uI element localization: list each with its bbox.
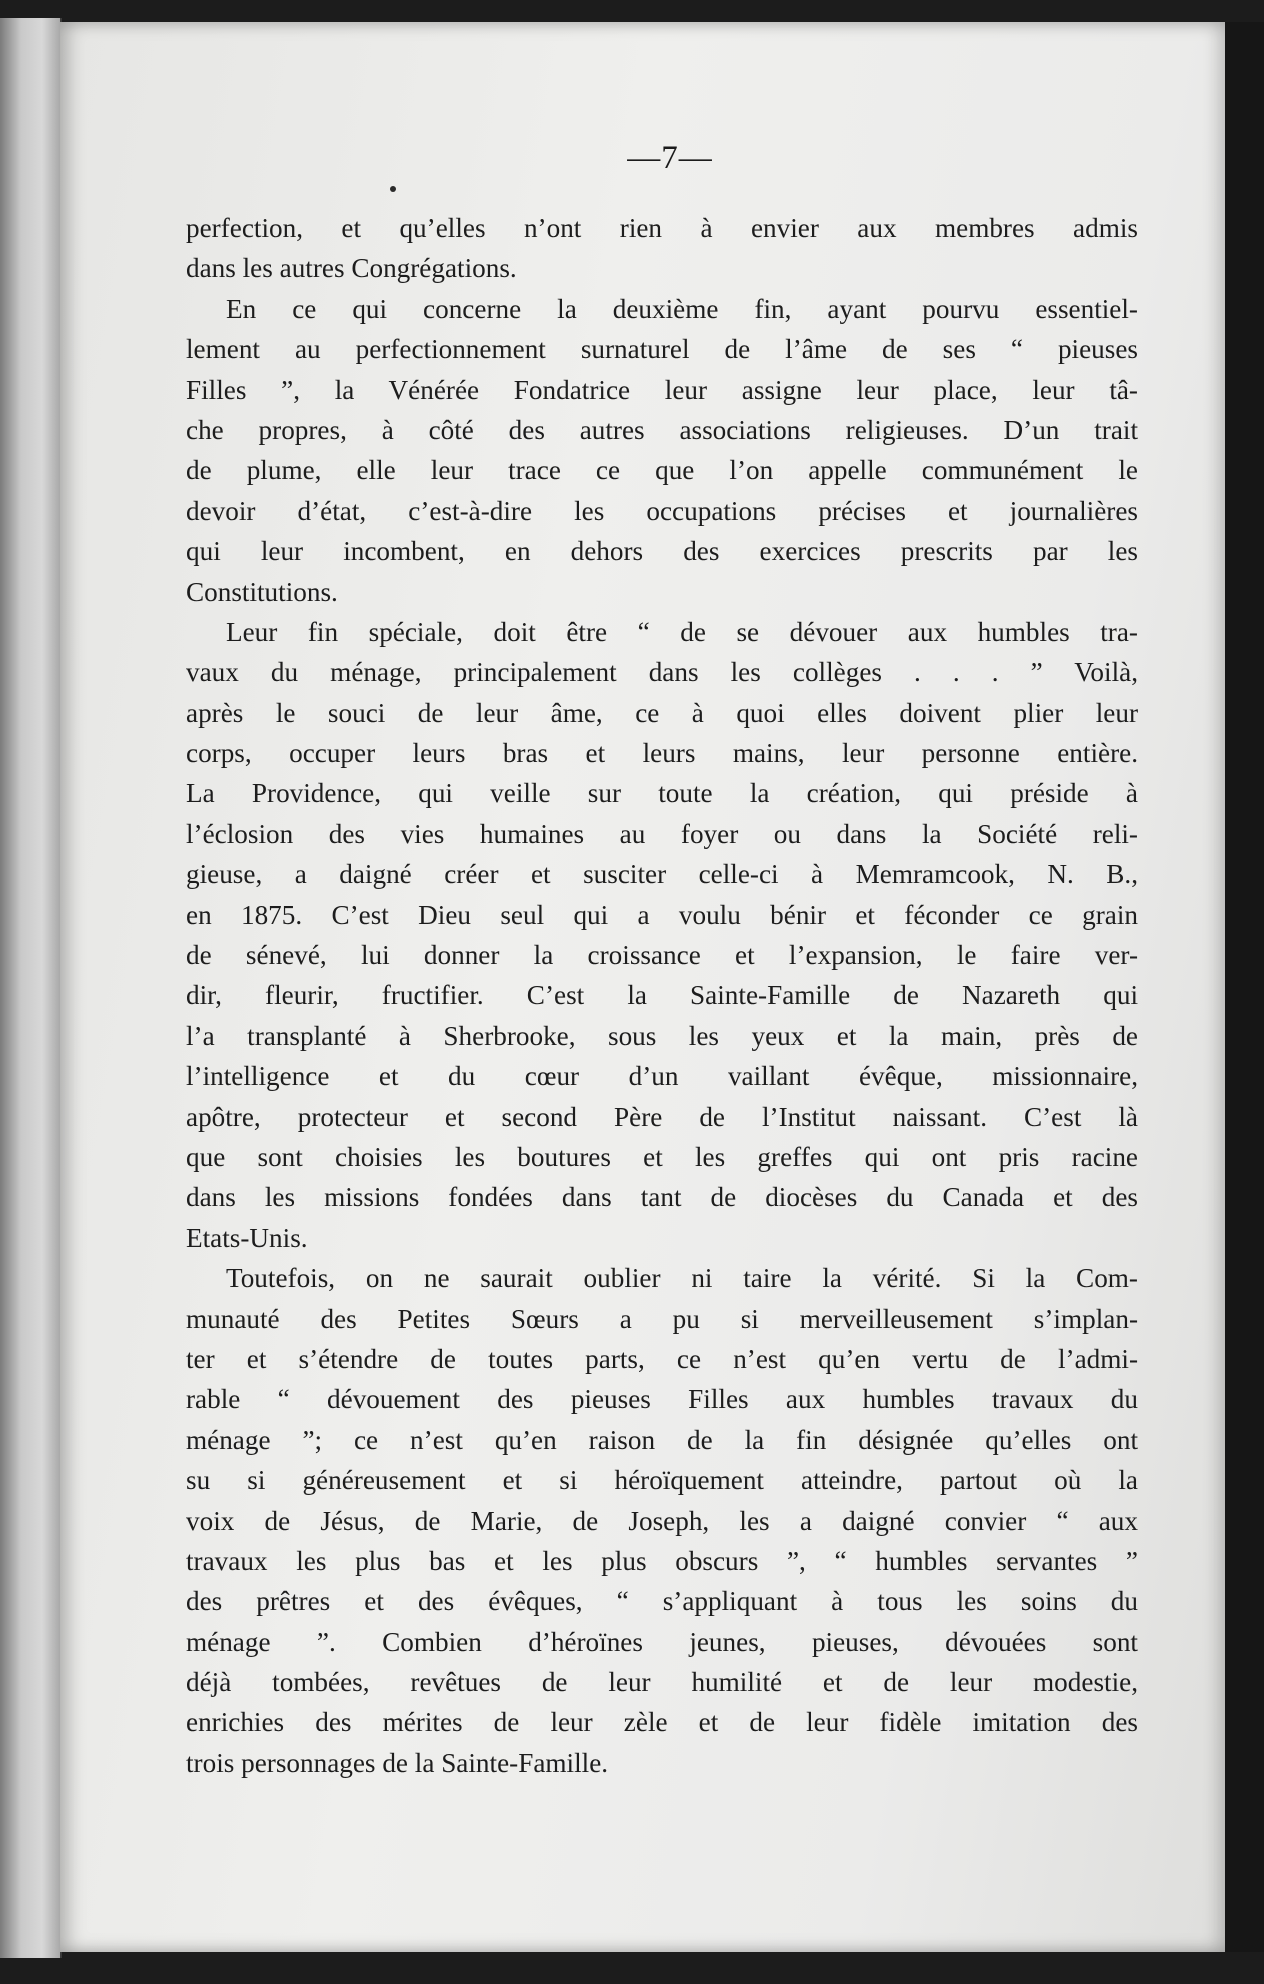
text-line: de sénevé, lui donner la croissance et l’expansion, le faire ver- [186, 940, 1138, 971]
text-line: des prêtres et des évêques, “ s’appliquant à tous les soins du [186, 1586, 1138, 1617]
page-number: —7— [627, 140, 713, 176]
text-line: ter et s’étendre de toutes parts, ce n’est qu’en vertu de l’admi- [186, 1343, 1138, 1374]
text-line: dans les missions fondées dans tant de diocèses du Canada et des [186, 1182, 1138, 1213]
body-text [186, 208, 1138, 1783]
text-line: Etats-Unis. [186, 1222, 308, 1253]
text-line: gieuse, a daigné créer et susciter celle-ci à Memramcook, N. B., [186, 859, 1138, 890]
text-line: apôtre, protecteur et second Père de l’Institut naissant. C’est là [186, 1101, 1138, 1132]
text-line: l’a transplanté à Sherbrooke, sous les yeux et la main, près de [186, 1020, 1138, 1051]
right-dark-margin [1225, 22, 1264, 1952]
text-line: de plume, elle leur trace ce que l’on appelle communément le [186, 455, 1138, 486]
text-line: dir, fleurir, fructifier. C’est la Sainte-Famille de Nazareth qui [186, 980, 1138, 1011]
text-line: que sont choisies les boutures et les greffes qui ont pris racine [186, 1141, 1138, 1172]
text-line: su si généreusement et si héroïquement atteindre, partout où la [186, 1465, 1138, 1496]
text-line: Filles ”, la Vénérée Fondatrice leur assigne leur place, leur tâ- [186, 374, 1138, 405]
text-line: l’intelligence et du cœur d’un vaillant évêque, missionnaire, [186, 1061, 1138, 1092]
text-line: En ce qui concerne la deuxième fin, ayant pourvu essentiel- [226, 293, 1138, 324]
text-line: Leur fin spéciale, doit être “ de se dévouer aux humbles tra- [226, 616, 1138, 647]
left-page-edge [0, 18, 62, 1958]
text-line: munauté des Petites Sœurs a pu si merveilleusement s’implan- [186, 1303, 1138, 1334]
text-line: après le souci de leur âme, ce à quoi elles doivent plier leur [186, 697, 1138, 728]
text-line: vaux du ménage, principalement dans les collèges . . . ” Voilà, [186, 657, 1138, 688]
text-line: Toutefois, on ne saurait oublier ni taire la vérité. Si la Com- [226, 1263, 1138, 1294]
text-line: lement au perfectionnement surnaturel de l’âme de ses “ pieuses [186, 334, 1138, 365]
text-line: déjà tombées, revêtues de leur humilité et de leur modestie, [186, 1667, 1138, 1698]
text-line: perfection, et qu’elles n’ont rien à envier aux membres admis [186, 213, 1138, 243]
text-line: travaux les plus bas et les plus obscurs ”, “ humbles servantes ” [186, 1545, 1138, 1576]
text-line: corps, occuper leurs bras et leurs mains, leur personne entière. [186, 738, 1138, 769]
text-line: voix de Jésus, de Marie, de Joseph, les a daigné convier “ aux [186, 1505, 1138, 1536]
text-line: qui leur incombent, en dehors des exercices prescrits par les [186, 536, 1138, 567]
text-line: en 1875. C’est Dieu seul qui a voulu bénir et féconder ce grain [186, 899, 1138, 930]
text-line: enrichies des mérites de leur zèle et de leur fidèle imitation des [186, 1707, 1138, 1738]
text-line: devoir d’état, c’est-à-dire les occupations précises et journalières [186, 495, 1138, 526]
text-line: Constitutions. [186, 576, 338, 607]
text-line: ménage ”; ce n’est qu’en raison de la fin désignée qu’elles ont [186, 1424, 1138, 1455]
text-line: che propres, à côté des autres associations religieuses. D’un trait [186, 414, 1138, 445]
text-line: trois personnages de la Sainte-Famille. [186, 1747, 609, 1778]
ink-speck [390, 186, 396, 192]
text-line: rable “ dévouement des pieuses Filles aux humbles travaux du [186, 1384, 1138, 1415]
text-line: La Providence, qui veille sur toute la création, qui préside à [186, 778, 1138, 809]
text-line: dans les autres Congrégations. [186, 253, 517, 284]
text-line: ménage ”. Combien d’héroïnes jeunes, pieuses, dévouées sont [186, 1626, 1138, 1657]
text-line: l’éclosion des vies humaines au foyer ou dans la Société reli- [186, 818, 1138, 849]
